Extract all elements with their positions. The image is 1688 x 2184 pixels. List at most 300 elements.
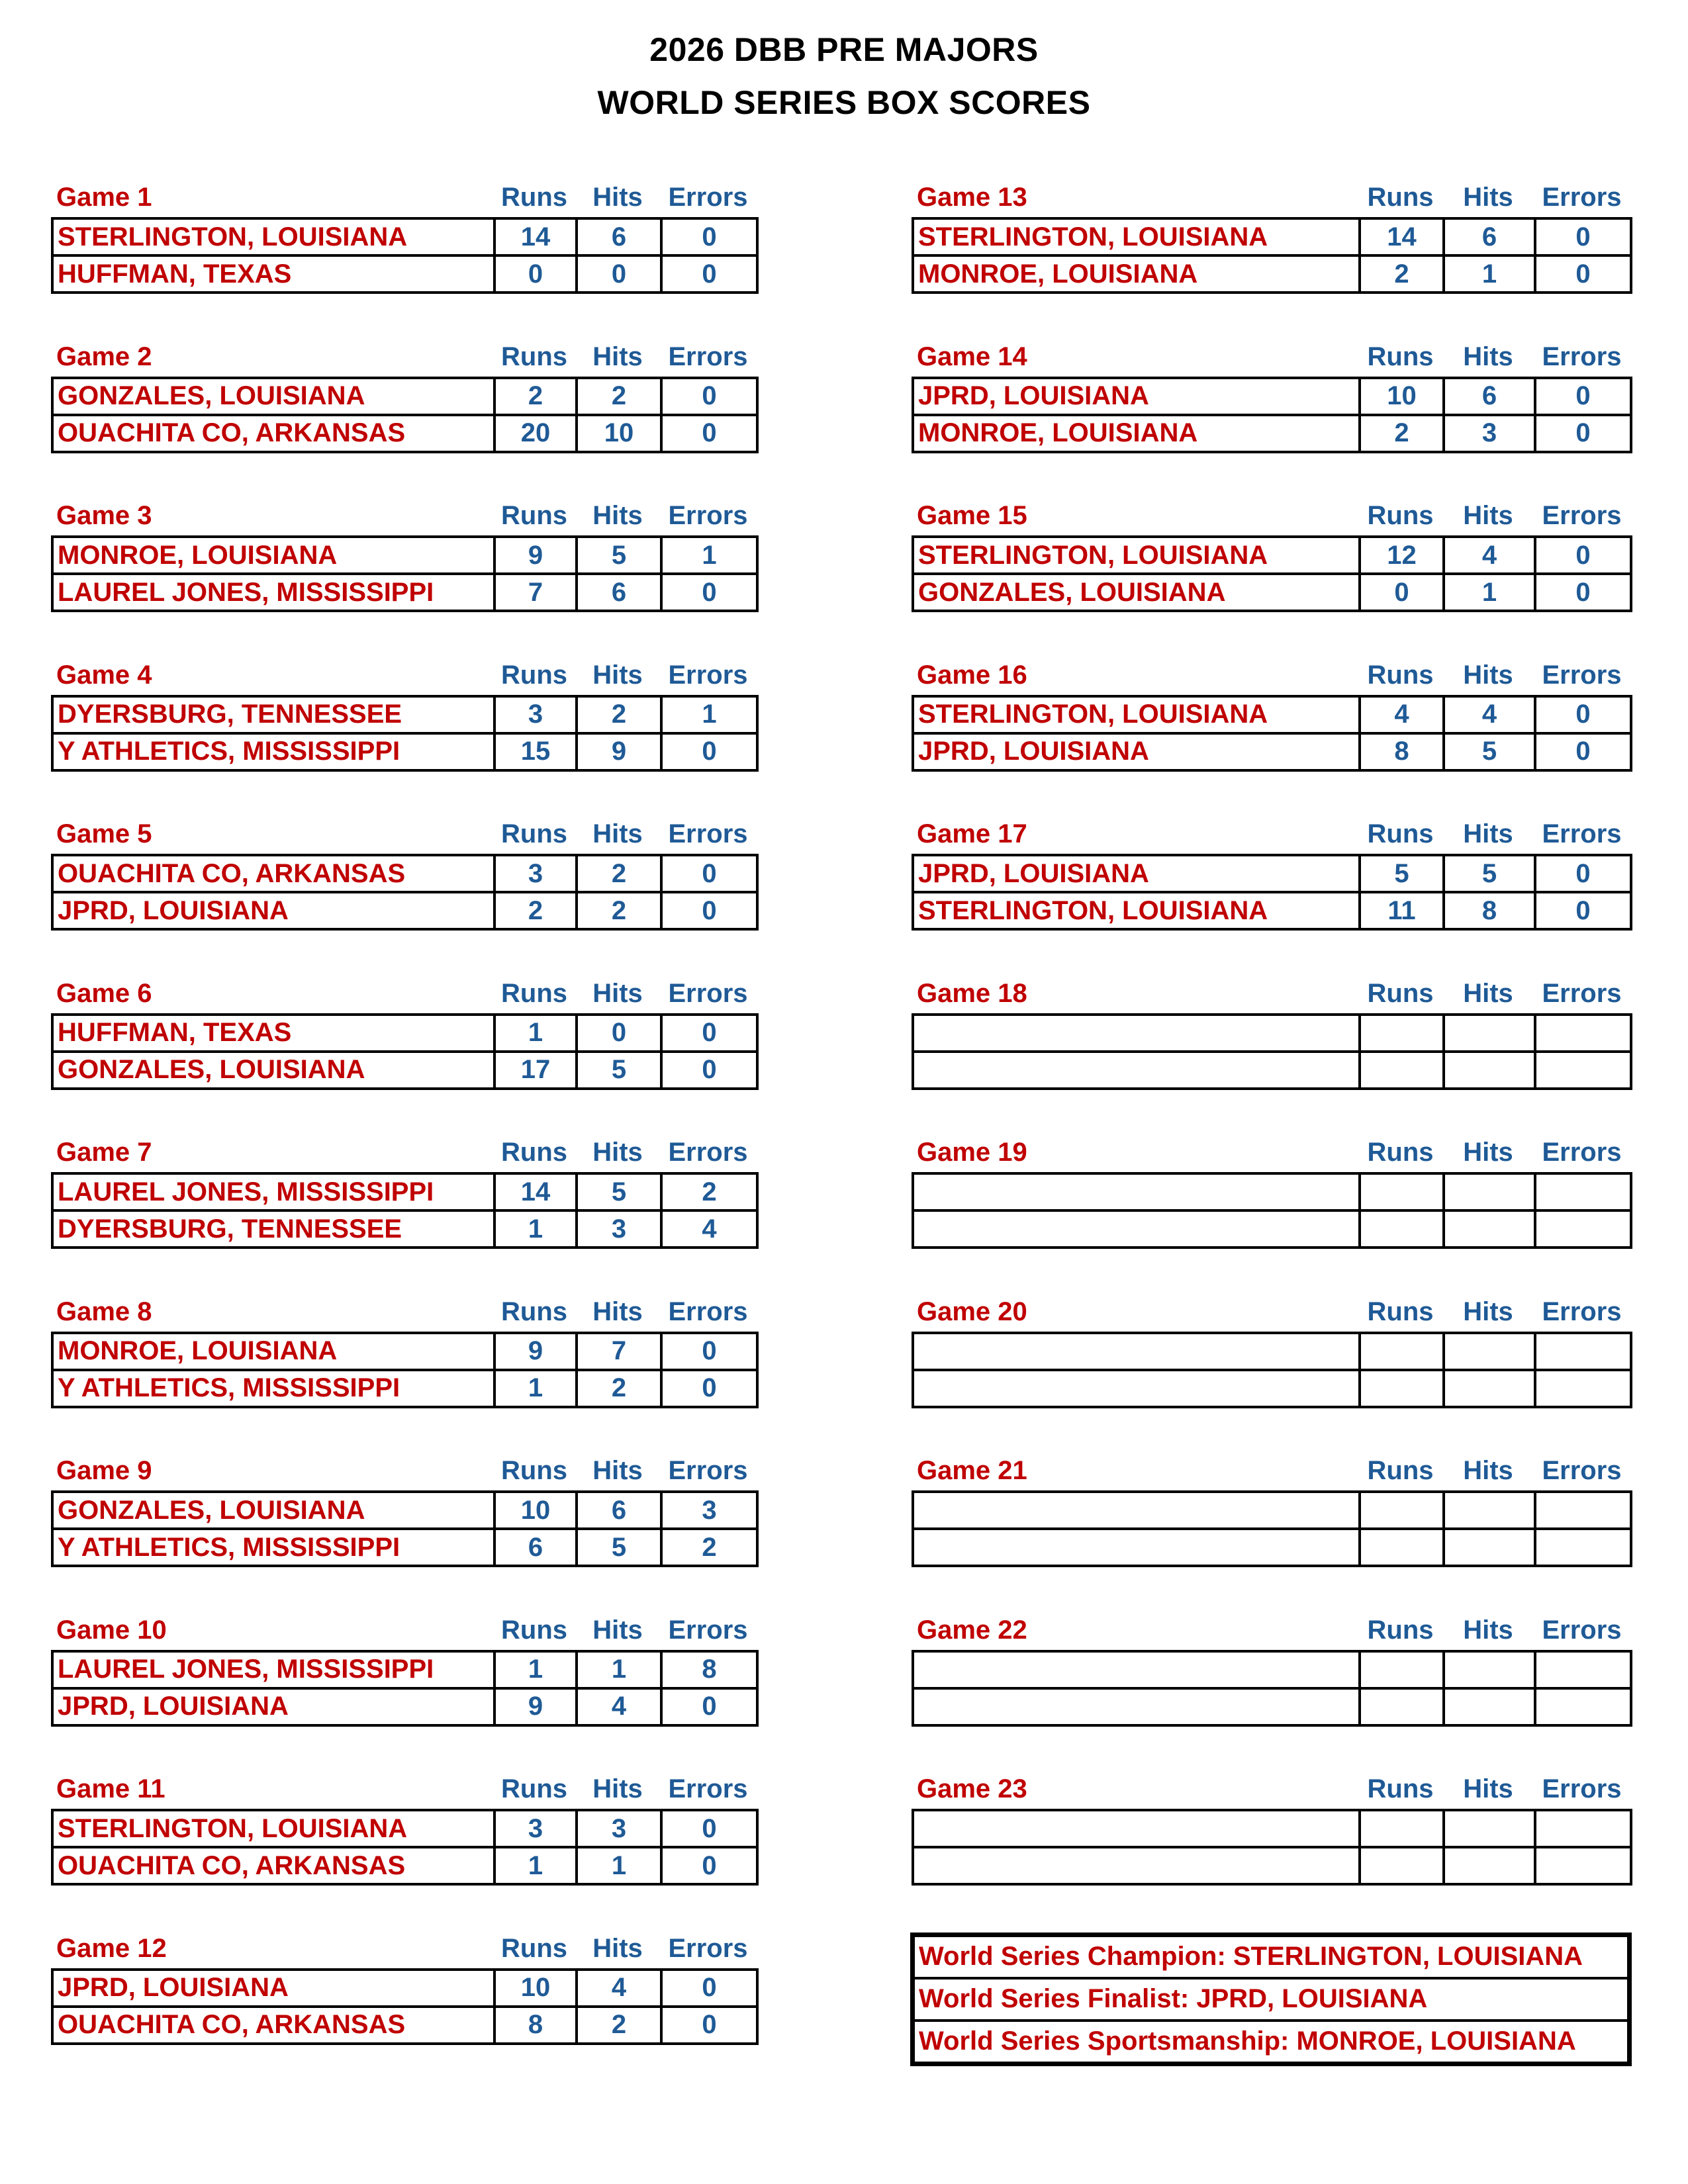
- team-name-cell: MONROE, LOUISIANA: [52, 537, 494, 574]
- runs-cell: 8: [1360, 733, 1444, 770]
- team-row: [913, 1370, 1631, 1407]
- column-header-hits: Hits: [1463, 183, 1513, 212]
- team-row: [52, 415, 757, 452]
- box-score-game: [912, 655, 1622, 772]
- hits-cell: 2: [577, 378, 661, 415]
- game-header: [51, 814, 756, 854]
- team-row: [913, 1052, 1631, 1089]
- team-name-cell: MONROE, LOUISIANA: [913, 415, 1360, 452]
- team-name-cell: DYERSBURG, TENNESSEE: [52, 696, 494, 733]
- hits-cell: [1444, 1492, 1535, 1529]
- errors-cell: 0: [1535, 574, 1631, 611]
- column-header-runs: Runs: [501, 1138, 567, 1167]
- box-score-game: [912, 1292, 1622, 1408]
- column-header-errors: Errors: [668, 341, 748, 371]
- game-header: [912, 655, 1622, 695]
- column-header-runs: Runs: [501, 183, 567, 212]
- column-header-hits: Hits: [592, 183, 643, 212]
- hits-cell: 6: [577, 218, 661, 255]
- game-header: [51, 1292, 756, 1332]
- runs-cell: 2: [494, 892, 577, 929]
- errors-cell: [1535, 1015, 1631, 1052]
- box-score-game: [51, 814, 756, 931]
- team-name-cell: Y ATHLETICS, MISSISSIPPI: [52, 1529, 494, 1566]
- team-name-cell: OUACHITA CO, ARKANSAS: [52, 415, 494, 452]
- runs-cell: [1360, 1210, 1444, 1248]
- score-table: [51, 217, 759, 294]
- errors-cell: 2: [661, 1173, 757, 1210]
- hits-cell: [1444, 1210, 1535, 1248]
- runs-cell: 1: [494, 1210, 577, 1248]
- errors-cell: 0: [1535, 855, 1631, 892]
- team-name-cell: [913, 1847, 1360, 1884]
- team-row: [52, 218, 757, 255]
- hits-cell: 6: [577, 574, 661, 611]
- game-label: Game 23: [917, 1774, 1027, 1803]
- column-header-hits: Hits: [1463, 1615, 1513, 1645]
- hits-cell: 4: [1444, 696, 1535, 733]
- game-header: [51, 1132, 756, 1172]
- column-header-runs: Runs: [501, 1774, 567, 1803]
- errors-cell: 0: [661, 1015, 757, 1052]
- team-row: [52, 1529, 757, 1566]
- team-name-cell: [913, 1529, 1360, 1566]
- team-name-cell: DYERSBURG, TENNESSEE: [52, 1210, 494, 1248]
- errors-cell: 3: [661, 1492, 757, 1529]
- team-name-cell: STERLINGTON, LOUISIANA: [52, 218, 494, 255]
- runs-cell: 5: [1360, 855, 1444, 892]
- errors-cell: 0: [661, 218, 757, 255]
- score-table: [51, 377, 759, 453]
- team-name-cell: [913, 1370, 1360, 1407]
- column-header-runs: Runs: [1367, 1774, 1434, 1803]
- column-header-hits: Hits: [592, 1456, 643, 1485]
- score-table: [912, 217, 1632, 294]
- team-row: [52, 892, 757, 929]
- box-score-game: [51, 1132, 756, 1249]
- column-header-hits: Hits: [1463, 660, 1513, 690]
- team-name-cell: [913, 1810, 1360, 1847]
- column-header-runs: Runs: [1367, 1615, 1434, 1645]
- team-name-cell: GONZALES, LOUISIANA: [52, 1052, 494, 1089]
- score-table: [51, 695, 759, 772]
- game-label: Game 2: [56, 341, 152, 371]
- box-score-game: [912, 814, 1622, 931]
- team-name-cell: STERLINGTON, LOUISIANA: [52, 1810, 494, 1847]
- game-label: Game 19: [917, 1138, 1027, 1167]
- box-score-game: [912, 1132, 1622, 1249]
- runs-cell: 1: [494, 1370, 577, 1407]
- runs-cell: 12: [1360, 537, 1444, 574]
- hits-cell: 4: [1444, 537, 1535, 574]
- column-header-hits: Hits: [592, 1138, 643, 1167]
- errors-cell: 0: [1535, 378, 1631, 415]
- award-champion: World Series Champion: STERLINGTON, LOUISIANA: [915, 1937, 1627, 1979]
- hits-cell: [1444, 1370, 1535, 1407]
- score-table: [51, 1490, 759, 1567]
- hits-cell: 5: [577, 1052, 661, 1089]
- game-label: Game 11: [56, 1774, 165, 1803]
- score-table: [51, 1013, 759, 1090]
- score-table: [912, 1332, 1632, 1408]
- errors-cell: 0: [661, 733, 757, 770]
- errors-cell: [1535, 1688, 1631, 1725]
- team-row: [913, 892, 1631, 929]
- errors-cell: 0: [1535, 733, 1631, 770]
- column-header-hits: Hits: [592, 978, 643, 1008]
- game-label: Game 16: [917, 660, 1027, 690]
- box-score-game: [51, 974, 756, 1090]
- team-name-cell: JPRD, LOUISIANA: [913, 855, 1360, 892]
- hits-cell: [1444, 1052, 1535, 1089]
- errors-cell: 0: [661, 378, 757, 415]
- team-name-cell: MONROE, LOUISIANA: [913, 255, 1360, 293]
- game-header: [912, 337, 1622, 377]
- box-score-game: [51, 177, 756, 294]
- team-row: [52, 1847, 757, 1884]
- hits-cell: 2: [577, 696, 661, 733]
- column-header-errors: Errors: [668, 501, 748, 530]
- game-label: Game 20: [917, 1297, 1027, 1326]
- runs-cell: 2: [1360, 255, 1444, 293]
- team-name-cell: Y ATHLETICS, MISSISSIPPI: [52, 733, 494, 770]
- column-header-errors: Errors: [1542, 1774, 1622, 1803]
- runs-cell: 14: [1360, 218, 1444, 255]
- box-score-game: [912, 337, 1622, 453]
- team-row: [913, 1651, 1631, 1688]
- hits-cell: 1: [577, 1651, 661, 1688]
- errors-cell: [1535, 1333, 1631, 1370]
- game-header: [51, 337, 756, 377]
- column-header-runs: Runs: [501, 1933, 567, 1963]
- game-header: [51, 655, 756, 695]
- team-row: [52, 1810, 757, 1847]
- score-table: [51, 1650, 759, 1727]
- team-name-cell: OUACHITA CO, ARKANSAS: [52, 2007, 494, 2044]
- runs-cell: 8: [494, 2007, 577, 2044]
- game-header: [912, 814, 1622, 854]
- runs-cell: 2: [494, 378, 577, 415]
- box-score-game: [51, 1610, 756, 1727]
- errors-cell: 0: [1535, 415, 1631, 452]
- team-row: [52, 1492, 757, 1529]
- runs-cell: 15: [494, 733, 577, 770]
- errors-cell: 8: [661, 1651, 757, 1688]
- hits-cell: 4: [577, 1688, 661, 1725]
- runs-cell: [1360, 1173, 1444, 1210]
- team-name-cell: HUFFMAN, TEXAS: [52, 1015, 494, 1052]
- hits-cell: 1: [577, 1847, 661, 1884]
- runs-cell: 9: [494, 537, 577, 574]
- runs-cell: 3: [494, 1810, 577, 1847]
- runs-cell: 14: [494, 1173, 577, 1210]
- team-name-cell: OUACHITA CO, ARKANSAS: [52, 1847, 494, 1884]
- hits-cell: 6: [577, 1492, 661, 1529]
- team-name-cell: Y ATHLETICS, MISSISSIPPI: [52, 1370, 494, 1407]
- errors-cell: [1535, 1370, 1631, 1407]
- hits-cell: [1444, 1333, 1535, 1370]
- game-header: [51, 1610, 756, 1650]
- score-table: [51, 535, 759, 612]
- hits-cell: [1444, 1688, 1535, 1725]
- score-table: [912, 1490, 1632, 1567]
- column-header-hits: Hits: [592, 1297, 643, 1326]
- runs-cell: 9: [494, 1333, 577, 1370]
- errors-cell: 0: [661, 1810, 757, 1847]
- runs-cell: 1: [494, 1847, 577, 1884]
- runs-cell: 11: [1360, 892, 1444, 929]
- game-label: Game 10: [56, 1615, 167, 1645]
- team-row: [52, 378, 757, 415]
- column-header-runs: Runs: [501, 1297, 567, 1326]
- game-header: [912, 1451, 1622, 1490]
- hits-cell: 3: [577, 1810, 661, 1847]
- team-row: [52, 1052, 757, 1089]
- column-header-errors: Errors: [668, 1933, 748, 1963]
- hits-cell: 8: [1444, 892, 1535, 929]
- errors-cell: 1: [661, 537, 757, 574]
- team-name-cell: JPRD, LOUISIANA: [52, 1970, 494, 2007]
- column-header-runs: Runs: [1367, 1456, 1434, 1485]
- hits-cell: 3: [1444, 415, 1535, 452]
- team-row: [52, 537, 757, 574]
- team-row: [913, 696, 1631, 733]
- team-row: [913, 1492, 1631, 1529]
- column-header-errors: Errors: [1542, 660, 1622, 690]
- column-header-hits: Hits: [592, 501, 643, 530]
- errors-cell: 0: [1535, 892, 1631, 929]
- box-score-game: [51, 337, 756, 453]
- score-table: [51, 1332, 759, 1408]
- column-header-runs: Runs: [1367, 501, 1434, 530]
- runs-cell: [1360, 1847, 1444, 1884]
- hits-cell: 2: [577, 1370, 661, 1407]
- runs-cell: 17: [494, 1052, 577, 1089]
- column-header-runs: Runs: [501, 819, 567, 848]
- hits-cell: 5: [1444, 733, 1535, 770]
- game-label: Game 5: [56, 819, 152, 848]
- score-table: [912, 535, 1632, 612]
- column-header-errors: Errors: [668, 1138, 748, 1167]
- team-name-cell: GONZALES, LOUISIANA: [913, 574, 1360, 611]
- team-row: [52, 255, 757, 293]
- hits-cell: 2: [577, 2007, 661, 2044]
- team-name-cell: [913, 1688, 1360, 1725]
- column-header-errors: Errors: [668, 183, 748, 212]
- team-row: [52, 696, 757, 733]
- column-header-errors: Errors: [668, 660, 748, 690]
- column-header-runs: Runs: [1367, 341, 1434, 371]
- column-header-runs: Runs: [1367, 183, 1434, 212]
- errors-cell: 0: [661, 1847, 757, 1884]
- team-name-cell: STERLINGTON, LOUISIANA: [913, 218, 1360, 255]
- score-table: [912, 1809, 1632, 1886]
- runs-cell: 9: [494, 1688, 577, 1725]
- column-header-errors: Errors: [1542, 978, 1622, 1008]
- box-score-game: [912, 177, 1622, 294]
- errors-cell: 0: [661, 255, 757, 293]
- column-header-hits: Hits: [1463, 1456, 1513, 1485]
- team-name-cell: JPRD, LOUISIANA: [913, 378, 1360, 415]
- team-name-cell: MONROE, LOUISIANA: [52, 1333, 494, 1370]
- runs-cell: 1: [494, 1015, 577, 1052]
- score-table: [912, 1013, 1632, 1090]
- errors-cell: [1535, 1210, 1631, 1248]
- game-label: Game 7: [56, 1138, 152, 1167]
- errors-cell: 0: [661, 1333, 757, 1370]
- team-name-cell: STERLINGTON, LOUISIANA: [913, 892, 1360, 929]
- box-score-game: [912, 1610, 1622, 1727]
- runs-cell: 6: [494, 1529, 577, 1566]
- team-name-cell: [913, 1651, 1360, 1688]
- score-table: [51, 1172, 759, 1249]
- box-score-game: [51, 1929, 756, 2045]
- column-header-errors: Errors: [668, 978, 748, 1008]
- score-table: [51, 1968, 759, 2045]
- team-row: [913, 537, 1631, 574]
- team-row: [913, 415, 1631, 452]
- errors-cell: 0: [1535, 537, 1631, 574]
- game-header: [51, 1451, 756, 1490]
- team-name-cell: JPRD, LOUISIANA: [52, 892, 494, 929]
- game-label: Game 13: [917, 183, 1027, 212]
- team-name-cell: LAUREL JONES, MISSISSIPPI: [52, 1651, 494, 1688]
- team-name-cell: [913, 1210, 1360, 1248]
- errors-cell: [1535, 1052, 1631, 1089]
- runs-cell: [1360, 1015, 1444, 1052]
- game-header: [912, 1769, 1622, 1809]
- errors-cell: 4: [661, 1210, 757, 1248]
- runs-cell: [1360, 1052, 1444, 1089]
- team-row: [52, 1015, 757, 1052]
- hits-cell: 1: [1444, 574, 1535, 611]
- team-row: [52, 574, 757, 611]
- hits-cell: 0: [577, 255, 661, 293]
- box-score-game: [51, 1769, 756, 1886]
- team-row: [52, 1210, 757, 1248]
- column-header-runs: Runs: [501, 341, 567, 371]
- team-row: [913, 255, 1631, 293]
- hits-cell: 2: [577, 892, 661, 929]
- runs-cell: 3: [494, 855, 577, 892]
- column-header-errors: Errors: [1542, 341, 1622, 371]
- column-header-errors: Errors: [668, 819, 748, 848]
- team-row: [52, 733, 757, 770]
- errors-cell: 0: [1535, 696, 1631, 733]
- team-name-cell: [913, 1492, 1360, 1529]
- score-table: [912, 1650, 1632, 1727]
- errors-cell: [1535, 1173, 1631, 1210]
- game-header: [912, 974, 1622, 1013]
- column-header-errors: Errors: [668, 1297, 748, 1326]
- errors-cell: [1535, 1810, 1631, 1847]
- hits-cell: 2: [577, 855, 661, 892]
- hits-cell: 10: [577, 415, 661, 452]
- box-score-game: [51, 1292, 756, 1408]
- team-row: [913, 1529, 1631, 1566]
- team-name-cell: LAUREL JONES, MISSISSIPPI: [52, 1173, 494, 1210]
- runs-cell: [1360, 1651, 1444, 1688]
- game-header: [51, 1769, 756, 1809]
- team-name-cell: HUFFMAN, TEXAS: [52, 255, 494, 293]
- column-header-errors: Errors: [1542, 1456, 1622, 1485]
- column-header-hits: Hits: [1463, 501, 1513, 530]
- runs-cell: 0: [494, 255, 577, 293]
- column-header-runs: Runs: [1367, 819, 1434, 848]
- game-header: [912, 1132, 1622, 1172]
- runs-cell: [1360, 1370, 1444, 1407]
- score-table: [912, 377, 1632, 453]
- column-header-errors: Errors: [1542, 1297, 1622, 1326]
- team-row: [913, 1333, 1631, 1370]
- runs-cell: 10: [494, 1970, 577, 2007]
- runs-cell: [1360, 1688, 1444, 1725]
- team-row: [913, 855, 1631, 892]
- hits-cell: [1444, 1529, 1535, 1566]
- errors-cell: [1535, 1492, 1631, 1529]
- box-score-game: [51, 655, 756, 772]
- errors-cell: 0: [661, 892, 757, 929]
- runs-cell: [1360, 1810, 1444, 1847]
- hits-cell: [1444, 1847, 1535, 1884]
- game-label: Game 3: [56, 501, 152, 530]
- column-header-errors: Errors: [1542, 501, 1622, 530]
- hits-cell: 6: [1444, 218, 1535, 255]
- column-header-hits: Hits: [592, 341, 643, 371]
- hits-cell: 5: [577, 1529, 661, 1566]
- team-row: [52, 1333, 757, 1370]
- column-header-errors: Errors: [1542, 183, 1622, 212]
- column-header-hits: Hits: [1463, 1774, 1513, 1803]
- hits-cell: 4: [577, 1970, 661, 2007]
- game-label: Game 12: [56, 1933, 167, 1963]
- box-score-game: [51, 1451, 756, 1567]
- errors-cell: 0: [661, 1370, 757, 1407]
- hits-cell: 5: [1444, 855, 1535, 892]
- game-header: [912, 177, 1622, 217]
- team-row: [913, 574, 1631, 611]
- team-name-cell: GONZALES, LOUISIANA: [52, 1492, 494, 1529]
- game-header: [51, 974, 756, 1013]
- column-header-errors: Errors: [1542, 1138, 1622, 1167]
- team-row: [913, 218, 1631, 255]
- runs-cell: 10: [494, 1492, 577, 1529]
- game-header: [51, 177, 756, 217]
- column-header-hits: Hits: [1463, 1138, 1513, 1167]
- column-header-errors: Errors: [668, 1615, 748, 1645]
- column-header-runs: Runs: [501, 978, 567, 1008]
- column-header-hits: Hits: [1463, 978, 1513, 1008]
- hits-cell: 6: [1444, 378, 1535, 415]
- hits-cell: 9: [577, 733, 661, 770]
- team-name-cell: [913, 1333, 1360, 1370]
- errors-cell: 0: [661, 1688, 757, 1725]
- game-header: [912, 1610, 1622, 1650]
- team-name-cell: GONZALES, LOUISIANA: [52, 378, 494, 415]
- errors-cell: [1535, 1847, 1631, 1884]
- column-header-hits: Hits: [592, 1615, 643, 1645]
- column-header-hits: Hits: [592, 1774, 643, 1803]
- game-label: Game 21: [917, 1456, 1027, 1485]
- runs-cell: 3: [494, 696, 577, 733]
- game-label: Game 14: [917, 341, 1027, 371]
- award-sportsmanship: World Series Sportsmanship: MONROE, LOUISIANA: [919, 2026, 1576, 2056]
- team-row: [913, 1210, 1631, 1248]
- runs-cell: 10: [1360, 378, 1444, 415]
- hits-cell: 7: [577, 1333, 661, 1370]
- column-header-errors: Errors: [1542, 819, 1622, 848]
- hits-cell: 0: [577, 1015, 661, 1052]
